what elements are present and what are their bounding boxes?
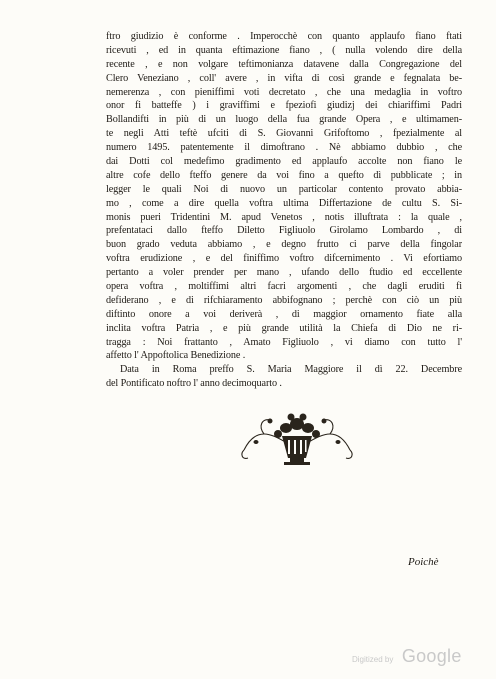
date-line: Data in Roma preffo S. Maria Maggiore il dì 22. Decembre (120, 364, 462, 376)
body-line: inclita voftra Patria , e più grande utilità la Chiefa di Dio ne ri- (106, 322, 462, 334)
google-logo: Google (401, 646, 462, 666)
pontificate-line: del Pontificato noftro l' anno decimoquarto . (106, 378, 282, 390)
body-line: buon grado veduta abbiamo , e degno frutto ci parve della fingolar (106, 239, 462, 251)
digitized-by-text: Digitized by (352, 655, 394, 664)
body-line: te negli Atti teftè ufciti di S. Giovanni Grifoftomo , fpezialmente al (106, 128, 462, 140)
digitized-watermark (352, 646, 462, 667)
body-line: pertanto a voler prender per mano , ufando dello ftudio ed eccellente (106, 267, 462, 279)
body-line: affetto l' Appoftolica Benedizione . (106, 350, 246, 362)
body-line: ftro giudizio è conforme . Imperocchè con quanto applaufo fiano ftati (106, 31, 462, 42)
body-line: recente , e non volgare teftimonianza datavene dalla Congregazione del (106, 58, 462, 70)
body-line: altre cofe dello fteffo genere da voi fino a quefto dì pubblicate ; in (106, 169, 462, 181)
body-line: Bollandifti in più di un luogo della fua grande Opera , e ultimamen- (106, 114, 462, 126)
basket-ornament-icon (234, 404, 360, 474)
body-line: diftinto onore a voi deriverà , di maggior ornamento fiate alla (106, 308, 462, 320)
body-line: opera voftra , moltiffimi altri facri argomenti , che dagli eruditi fi (106, 281, 462, 293)
body-line: voftra erudizione , e del finiffimo voftro difcernimento . Vi efortiamo (106, 253, 462, 265)
body-line: numero 1495. patentemente il dimoftrano . Nè abbiamo dubbio , che (106, 142, 462, 154)
body-line: mo , come a dire quella voftra ultima Differtazione de cultu S. Si- (106, 197, 462, 209)
letter-body (106, 30, 462, 391)
body-line: ricevuti , ed in quanta eftimazione fiano , ( nulla volendo dire della (106, 44, 462, 56)
body-line: dai Dotti col medefimo gradimento ed applaufo accolte non fiano le (106, 156, 462, 168)
catchword: Poichè (408, 556, 439, 568)
body-line: monis pueri Tridentini M. apud Venetos , notis illuftrata : la quale , (106, 211, 462, 223)
body-line: nemerenza , con pieniffimi voti decretato , che una medaglia in voftro (106, 86, 462, 98)
body-line: legger le quali Noi di nuovo un particolar contento provato abbia- (106, 183, 462, 195)
body-line: prefentataci dallo fteffo Diletto Figliuolo Girolamo Lombardo , di (106, 225, 462, 237)
body-line: defiderano , e di rifchiaramento abbifognano ; perchè con ciò un più (106, 294, 462, 306)
body-line: Clero Veneziano , coll' avere , in vifta di così grande e fegnalata be- (106, 72, 462, 84)
body-line: onor fi batteffe ) i graviffimi e fpeziofi giudizj dei chiariffimi Padri (106, 100, 462, 112)
body-line: tragga : Noi frattanto , Amato Figliuolo , vi diamo con tutto l' (106, 336, 462, 348)
